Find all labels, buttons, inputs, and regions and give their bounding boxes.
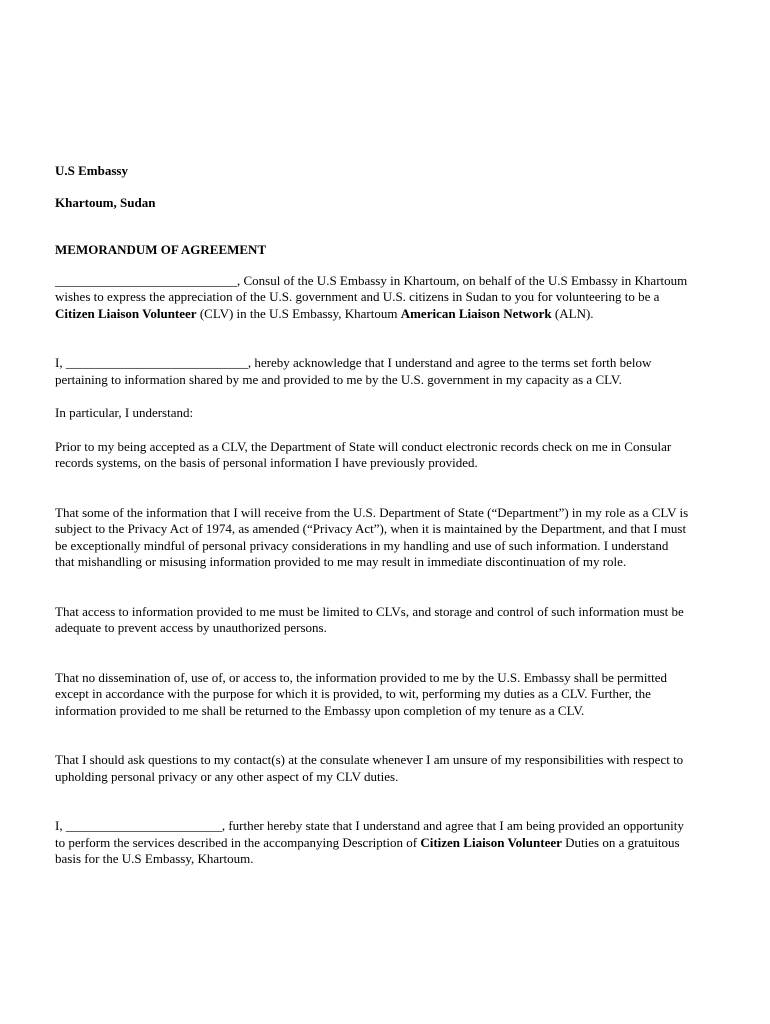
intro-paragraph	[55, 273, 690, 323]
understand-intro: In particular, I understand:	[55, 405, 194, 420]
document-title: MEMORANDUM OF AGREEMENT	[55, 242, 267, 257]
clause-access-limits: That access to information provided to me must be limited to CLVs, and storage and control of such information must be adequate to prevent access by unauthorized persons.	[55, 603, 684, 635]
clause-records-check: Prior to my being accepted as a CLV, the Department of State will conduct electronic records check on me in Consular records systems, on the basis of personal information I have previously provided.	[55, 438, 672, 470]
final-statement-paragraph	[55, 818, 690, 868]
embassy-location: Khartoum, Sudan	[55, 194, 156, 210]
clause-dissemination: That no dissemination of, use of, or access to, the information provided to me by the U.S. Embassy shall be permitted except in accordance with the purpose for which it is provided, to wit, performing my duties as a CLV. Further, the information provided to me shall be returned to the Embassy upon completion of my tenure as a CLV.	[55, 669, 667, 718]
final-bold-clv: Citizen Liaison Volunteer	[420, 834, 562, 850]
intro-text-2: (CLV) in the U.S Embassy, Khartoum	[196, 305, 401, 321]
clause-questions: That I should ask questions to my contact(s) at the consulate whenever I am unsure of my responsibilities with respect to upholding personal privacy or any other aspect of my CLV duties.	[55, 752, 684, 784]
final-text-1: , further hereby state that I understand and agree that I am being provided an opportunity to perform the services described in the accompanying Description of	[55, 818, 684, 850]
final-prefix: I,	[55, 818, 66, 833]
clause-privacy-act: That some of the information that I will receive from the U.S. Department of State (“Department”) in my role as a CLV is subject to the Privacy Act of 1974, as amended (“Privacy Act”), when it is maintained by the Department, and that I must be exceptionally mindful of personal privacy considerations in my handling and use of such information. I understand that mishandling or misusing information provided to me may result in immediate discontinuation of my role.	[55, 504, 689, 569]
final-name-blank: ________________________	[65, 818, 222, 833]
ack-text: , hereby acknowledge that I understand and agree to the terms set forth below pertaining to information shared by me and provided to me by the U.S. government in my capacity as a CLV.	[55, 355, 652, 387]
ack-prefix: I,	[55, 355, 66, 370]
intro-bold-clv: Citizen Liaison Volunteer	[55, 305, 197, 321]
volunteer-name-blank: ____________________________	[65, 355, 248, 370]
embassy-name: U.S Embassy	[55, 163, 128, 178]
intro-bold-aln: American Liaison Network	[400, 305, 552, 321]
intro-text-3: (ALN).	[551, 305, 594, 321]
consul-name-blank: ____________________________	[55, 272, 237, 288]
intro-text-1: , Consul of the U.S Embassy in Khartoum, on behalf of the U.S Embassy in Khartoum wishes to express the appreciation of the U.S. government and U.S. citizens in Sudan to you for volunteering to be a	[55, 272, 688, 304]
document-body	[55, 163, 690, 868]
acknowledgement-paragraph	[55, 355, 690, 388]
final-text-2: Duties on a gratuitous basis for the U.S Embassy, Khartoum.	[55, 834, 680, 866]
